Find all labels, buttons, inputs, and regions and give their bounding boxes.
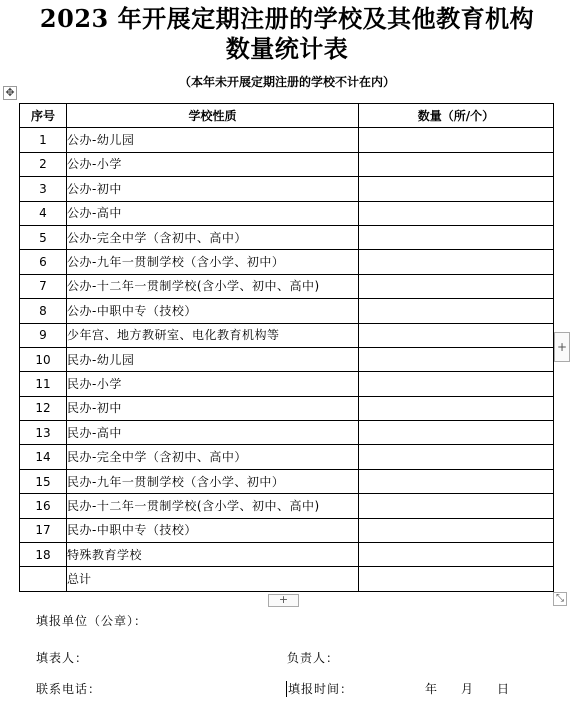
row-count-cell[interactable] — [359, 299, 554, 323]
row-serial: 9 — [20, 323, 67, 347]
row-school-type: 民办-中职中专（技校） — [67, 518, 359, 542]
row-serial: 7 — [20, 274, 67, 298]
footer-unit-label: 填报单位（公章）： — [36, 614, 148, 628]
stats-table — [19, 103, 554, 592]
row-school-type: 民办-十二年一贯制学校(含小学、初中、高中) — [67, 494, 359, 518]
header-count: 数量（所/个） — [359, 104, 554, 128]
row-serial: 5 — [20, 225, 67, 249]
footer-filler-label: 填表人： — [36, 651, 89, 665]
footer-phone-label: 联系电话： — [36, 682, 102, 696]
row-school-type: 民办-高中 — [67, 421, 359, 445]
row-school-type: 民办-完全中学（含初中、高中） — [67, 445, 359, 469]
row-count-cell[interactable] — [359, 274, 554, 298]
add-row-button[interactable]: + — [268, 594, 299, 607]
row-count-cell[interactable] — [359, 323, 554, 347]
table-row — [20, 372, 554, 396]
row-school-type: 公办-初中 — [67, 177, 359, 201]
row-count-cell[interactable] — [359, 421, 554, 445]
total-serial-cell — [20, 567, 67, 591]
table-row — [20, 347, 554, 371]
table-row — [20, 128, 554, 152]
row-serial: 14 — [20, 445, 67, 469]
header-serial: 序号 — [20, 104, 67, 128]
row-school-type: 公办-小学 — [67, 152, 359, 176]
table-header-row — [20, 104, 554, 128]
row-serial: 12 — [20, 396, 67, 420]
row-serial: 16 — [20, 494, 67, 518]
row-school-type: 公办-幼儿园 — [67, 128, 359, 152]
row-serial: 4 — [20, 201, 67, 225]
table-row — [20, 201, 554, 225]
row-school-type: 少年宫、地方教研室、电化教育机构等 — [67, 323, 359, 347]
table-row — [20, 225, 554, 249]
row-count-cell[interactable] — [359, 494, 554, 518]
table-row — [20, 323, 554, 347]
row-count-cell[interactable] — [359, 518, 554, 542]
total-count-cell[interactable] — [359, 567, 554, 591]
row-serial: 2 — [20, 152, 67, 176]
footer-responsible-label: 负责人： — [287, 651, 340, 665]
total-label: 总计 — [67, 567, 359, 591]
table-row — [20, 274, 554, 298]
row-school-type: 民办-初中 — [67, 396, 359, 420]
table-row — [20, 177, 554, 201]
doc-subtitle: （本年未开展定期注册的学校不计在内） — [178, 75, 395, 89]
row-school-type: 公办-十二年一贯制学校(含小学、初中、高中) — [67, 274, 359, 298]
row-serial: 8 — [20, 299, 67, 323]
row-serial: 13 — [20, 421, 67, 445]
row-serial: 6 — [20, 250, 67, 274]
table-move-icon[interactable]: ✥ — [3, 86, 17, 100]
table-row — [20, 152, 554, 176]
table-row — [20, 494, 554, 518]
table-row — [20, 518, 554, 542]
row-serial: 17 — [20, 518, 67, 542]
footer-year-label: 年 — [425, 682, 439, 696]
row-school-type: 民办-幼儿园 — [67, 347, 359, 371]
row-serial: 18 — [20, 543, 67, 567]
row-count-cell[interactable] — [359, 177, 554, 201]
row-count-cell[interactable] — [359, 128, 554, 152]
row-serial: 10 — [20, 347, 67, 371]
table-total-row — [20, 567, 554, 591]
table-row — [20, 445, 554, 469]
row-school-type: 公办-中职中专（技校） — [67, 299, 359, 323]
row-school-type: 公办-高中 — [67, 201, 359, 225]
text-cursor — [286, 681, 287, 697]
row-count-cell[interactable] — [359, 445, 554, 469]
row-count-cell[interactable] — [359, 396, 554, 420]
row-count-cell[interactable] — [359, 372, 554, 396]
row-serial: 3 — [20, 177, 67, 201]
row-count-cell[interactable] — [359, 543, 554, 567]
header-school-type: 学校性质 — [67, 104, 359, 128]
row-serial: 11 — [20, 372, 67, 396]
doc-title-line1: 2023 年开展定期注册的学校及其他教育机构 — [39, 4, 535, 33]
row-school-type: 民办-小学 — [67, 372, 359, 396]
row-school-type: 公办-九年一贯制学校（含小学、初中） — [67, 250, 359, 274]
table-row — [20, 250, 554, 274]
row-count-cell[interactable] — [359, 225, 554, 249]
row-count-cell[interactable] — [359, 250, 554, 274]
table-resize-icon[interactable]: ⤡ — [553, 592, 567, 606]
row-school-type: 公办-完全中学（含初中、高中） — [67, 225, 359, 249]
row-school-type: 民办-九年一贯制学校（含小学、初中） — [67, 469, 359, 493]
row-count-cell[interactable] — [359, 469, 554, 493]
row-count-cell[interactable] — [359, 347, 554, 371]
row-school-type: 特殊教育学校 — [67, 543, 359, 567]
table-row — [20, 543, 554, 567]
row-serial: 15 — [20, 469, 67, 493]
table-row — [20, 396, 554, 420]
footer-month-label: 月 — [461, 682, 475, 696]
footer-day-label: 日 — [497, 682, 511, 696]
table-row — [20, 299, 554, 323]
row-count-cell[interactable] — [359, 152, 554, 176]
add-column-button[interactable]: + — [554, 332, 570, 362]
row-serial: 1 — [20, 128, 67, 152]
footer-time-label: 填报时间： — [288, 682, 354, 696]
row-count-cell[interactable] — [359, 201, 554, 225]
table-row — [20, 421, 554, 445]
doc-title-line2: 数量统计表 — [225, 34, 349, 63]
table-row — [20, 469, 554, 493]
